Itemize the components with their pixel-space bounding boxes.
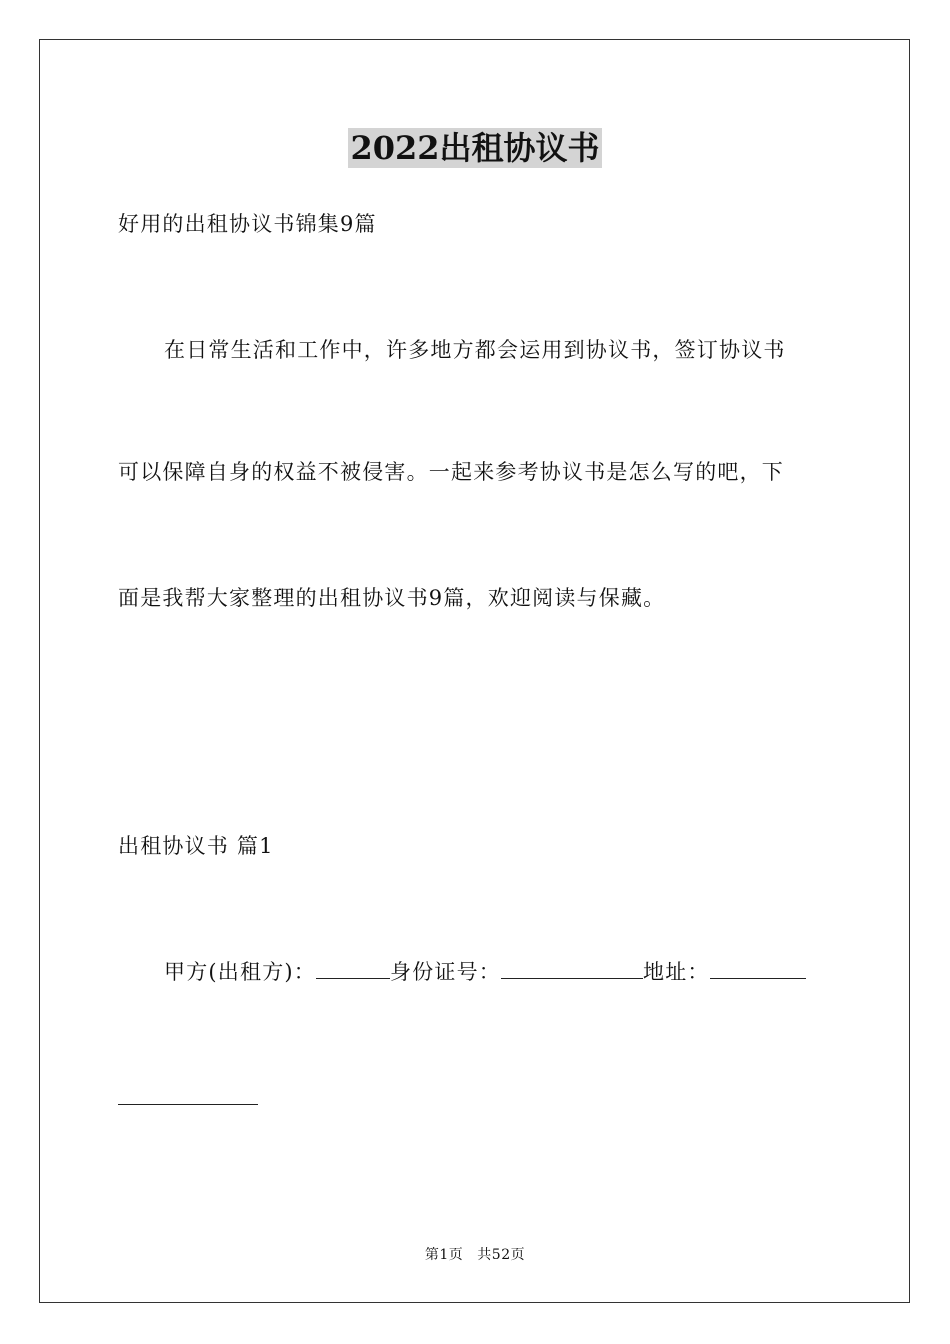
party-a-address-blank-continued: [118, 1084, 258, 1105]
party-a-address-continuation: [118, 1084, 258, 1112]
party-a-line: [164, 958, 806, 986]
party-a-label: 甲方(出租方)：: [164, 960, 316, 984]
document-title: 2022出租协议书: [350, 129, 600, 167]
intro-line-3: 面是我帮大家整理的出租协议书9篇，欢迎阅读与保藏。: [118, 586, 666, 610]
party-a-name-blank: [316, 958, 390, 979]
party-a-address-blank: [710, 958, 806, 979]
intro-line-2: 可以保障自身的权益不被侵害。一起来参考协议书是怎么写的吧，下: [118, 460, 784, 484]
page-total: 共52页: [477, 1247, 526, 1263]
document-subtitle: 好用的出租协议书锦集9篇: [118, 212, 377, 236]
intro-line-1: 在日常生活和工作中，许多地方都会运用到协议书，签订协议书: [164, 338, 786, 362]
party-a-id-blank: [501, 958, 643, 979]
party-a-id-label: 身份证号：: [390, 960, 501, 984]
page-footer: [0, 1246, 950, 1264]
page-number: 第1页: [424, 1247, 464, 1263]
section-heading: 出租协议书 篇1: [118, 834, 274, 858]
title-container: [0, 128, 950, 168]
party-a-address-label: 地址：: [643, 960, 710, 984]
